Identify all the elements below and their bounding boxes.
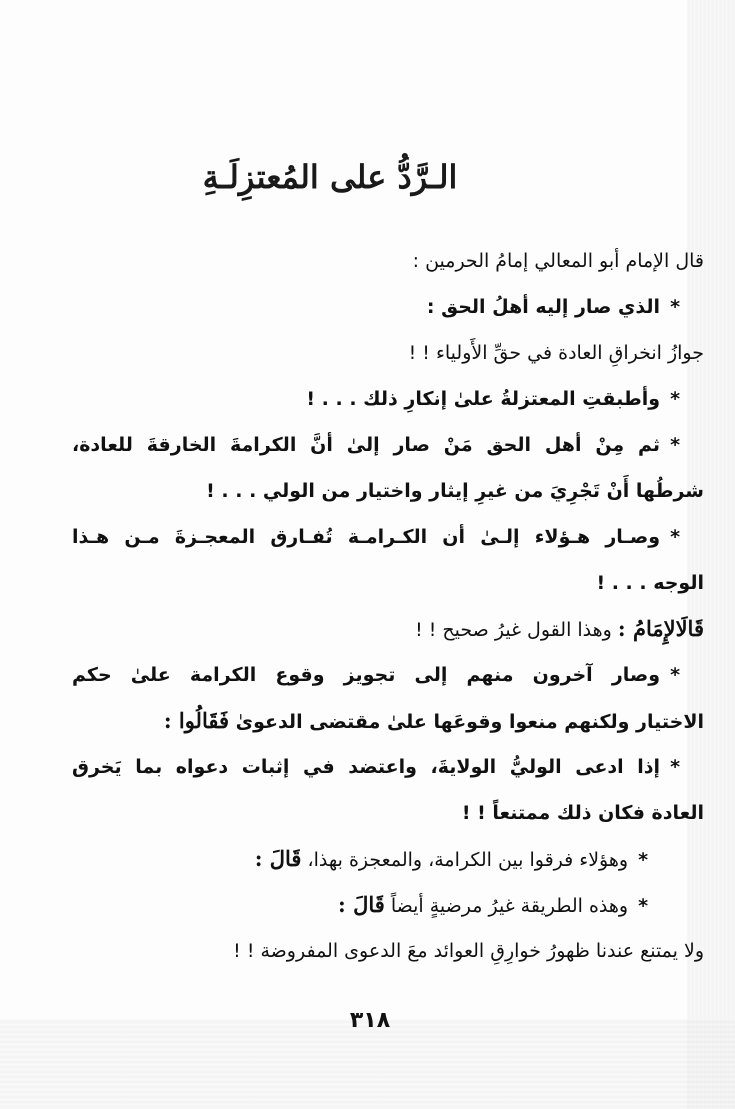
text-line-8: الوجه . . . ! <box>596 572 704 594</box>
text-line-12: *إذا ادعى الوليُّ الولايةَ، واعتضد في إثبات دعواه بما يَخرق <box>72 756 680 778</box>
text-line-6: شرطُها أَنْ تَجْرِيَ من غيرِ إيثار واختيار من الولي . . . ! <box>206 480 704 502</box>
bullet-star-icon: * <box>638 895 648 917</box>
bullet-star-icon: * <box>670 388 680 410</box>
qala-heading: قَالَ : <box>338 892 385 917</box>
bullet-star-icon: * <box>670 296 680 318</box>
bullet-star-icon: * <box>670 434 680 456</box>
text-line-1: قال الإمام أبو المعالي إمامُ الحرمين : <box>412 250 704 272</box>
qalu-heading: فَقَالُوا : <box>163 708 230 733</box>
text-line-10: *وصار آخرون منهم إلى تجويز وقوع الكرامة علىٰ حكم <box>72 664 680 686</box>
page-number: ٣١٨ <box>349 1008 391 1033</box>
text-line-11: الاختيار ولكنهم منعوا وقوعَها علىٰ مقتضى الدعوىٰ فَقَالُوا : <box>163 708 704 733</box>
text-line-5: *ثم مِنْ أهل الحق مَنْ صار إلىٰ أنَّ الكرامةَ الخارقةَ للعادة، <box>72 434 680 456</box>
bullet-star-icon: * <box>638 849 648 871</box>
text-line-13: العادة فكان ذلك ممتنعاً ! ! <box>461 802 704 824</box>
text-line-2: *الذي صار إليه أهلُ الحق : <box>426 296 680 318</box>
bullet-star-icon: * <box>670 664 680 686</box>
text-line-3: جوازُ انخراقِ العادة في حقِّ الأَولياء ! ! <box>408 342 704 364</box>
body-text <box>72 238 704 974</box>
text-line-7: *وصـار هـؤلاء إلـىٰ أن الكـرامـة تُفـارق المعجـزةَ مـن هـذا <box>72 526 680 548</box>
imam-heading: قَالَالإِمَامُ : <box>617 616 704 641</box>
text-line-15: *وهذه الطريقة غيرُ مرضيةٍ أيضاً قَالَ : <box>338 892 648 917</box>
text-line-16: ولا يمتنع عندنا ظهورُ خوارِقِ العوائد معَ الدعوى المفروضة ! ! <box>233 940 704 962</box>
text-line-4: *وأطبقتِ المعتزلةُ علىٰ إنكارِ ذلك . . . ! <box>306 388 680 410</box>
text-line-9: قَالَالإِمَامُ : وهذا القول غيرُ صحيح ! ! <box>415 616 704 641</box>
qala-heading: قَالَ : <box>254 846 302 871</box>
bullet-star-icon: * <box>670 526 680 548</box>
chapter-title: الـرَّدُّ على المُعتزِلَـةِ <box>202 158 458 196</box>
bullet-star-icon: * <box>670 756 680 778</box>
text-line-14: *وهؤلاء فرقوا بين الكرامة، والمعجزة بهذا، قَالَ : <box>254 846 648 871</box>
